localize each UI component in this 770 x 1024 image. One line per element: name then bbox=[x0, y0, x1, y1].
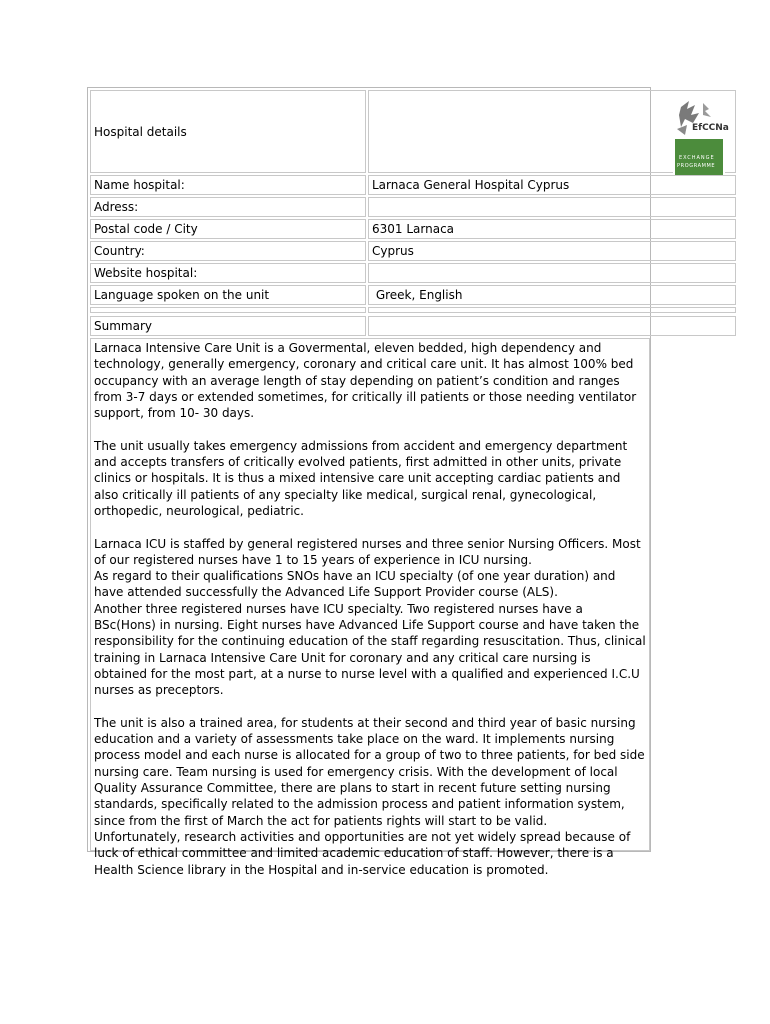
summary-heading-cell bbox=[90, 316, 366, 336]
language-label-cell bbox=[90, 285, 366, 305]
name-hospital-value-cell bbox=[368, 175, 736, 195]
header-title-cell bbox=[90, 90, 366, 173]
language-label: Language spoken on the unit bbox=[94, 288, 270, 302]
summary-paragraph: The unit is also a trained area, for students at their second and third year of basic nursing education and a variety of assessments take place on the ward. It implements nursing process model and each nurse is allocated for a group of two to three patients, for bed side nursing care. Team nursing is used for emergency crisis. With the development of local Quality Assurance Committee, there are plans to start in recent future setting nursing standards, specifically related to the admission process and patient information system, since from the first of March the act for patients rights will start to be valid. Unfortunately, research activities and opportunities are not yet widely spread because of luck of ethical committee and limited academic education of staff. However, there is a Health Science library in the Hospital and in-service education is promoted. bbox=[94, 715, 645, 877]
summary-paragraph: Larnaca Intensive Care Unit is a Govermental, eleven bedded, high dependency and technology, generally emergency, coronary and critical care unit. It has almost 100% bed occupancy with an average length of stay depending on patient’s condition and ranges from 3-7 days or extended sometimes, for critically ill patients or those needing ventilator support, from 10- 30 days. bbox=[94, 341, 637, 421]
postal-code-value-cell bbox=[368, 219, 736, 239]
address-value-cell bbox=[368, 197, 736, 217]
header-logo-cell bbox=[368, 90, 736, 173]
page-title: Hospital details bbox=[94, 125, 187, 139]
website-label-cell bbox=[90, 263, 366, 283]
logo-text: EfCCNa bbox=[692, 123, 729, 133]
address-label-cell bbox=[90, 197, 366, 217]
summary-heading: Summary bbox=[94, 319, 152, 333]
language-value: Greek, English bbox=[372, 288, 463, 302]
website-value-cell bbox=[368, 263, 736, 283]
logo-subtext-1: EXCHANGE bbox=[679, 155, 715, 161]
country-label-cell bbox=[90, 241, 366, 261]
language-value-cell bbox=[368, 285, 736, 305]
name-hospital-label-cell bbox=[90, 175, 366, 195]
efccna-logo bbox=[673, 99, 729, 175]
name-hospital-label: Name hospital: bbox=[94, 178, 185, 192]
hospital-details-form bbox=[87, 87, 729, 877]
address-label: Adress: bbox=[94, 200, 139, 214]
summary-heading-empty-cell bbox=[368, 316, 736, 336]
postal-code-label-cell bbox=[90, 219, 366, 239]
spacer-row-label bbox=[90, 307, 366, 313]
country-value: Cyprus bbox=[372, 244, 414, 258]
country-value-cell bbox=[368, 241, 736, 261]
logo-subtext-2: PROGRAMME bbox=[677, 163, 716, 169]
spacer-row-value bbox=[368, 307, 736, 313]
postal-code-value: 6301 Larnaca bbox=[372, 222, 455, 236]
postal-code-label: Postal code / City bbox=[94, 222, 198, 236]
summary-body bbox=[90, 338, 650, 877]
summary-paragraph: The unit usually takes emergency admissions from accident and emergency department and accepts transfers of critically evolved patients, first admitted in other units, private clinics or hospitals. It is thus a mixed intensive care unit accepting cardiac patients and also critically ill patients of any specialty like medical, surgical renal, gynecological, orthopedic, neurological, pediatric. bbox=[94, 438, 628, 518]
website-label: Website hospital: bbox=[94, 266, 198, 280]
country-label: Country: bbox=[94, 244, 145, 258]
name-hospital-value: Larnaca General Hospital Cyprus bbox=[372, 178, 570, 192]
summary-paragraph: Larnaca ICU is staffed by general registered nurses and three senior Nursing Officers. Most of our registered nurses have 1 to 15 years of experience in ICU nursing. As regard to their qualifications SNOs have an ICU specialty (of one year duration) and have attended successfully the Advanced Life Support Provider course (ALS). Another three registered nurses have ICU specialty. Two registered nurses have a BSc(Hons) in nursing. Eight nurses have Advanced Life Support course and have taken the responsibility for the continuing education of the staff regarding resuscitation. Thus, clinical training in Larnaca Intensive Care Unit for coronary and any critical care nursing is obtained for the most part, at a nurse to nurse level with a qualified and experienced I.C.U nurses as preceptors. bbox=[94, 536, 646, 698]
